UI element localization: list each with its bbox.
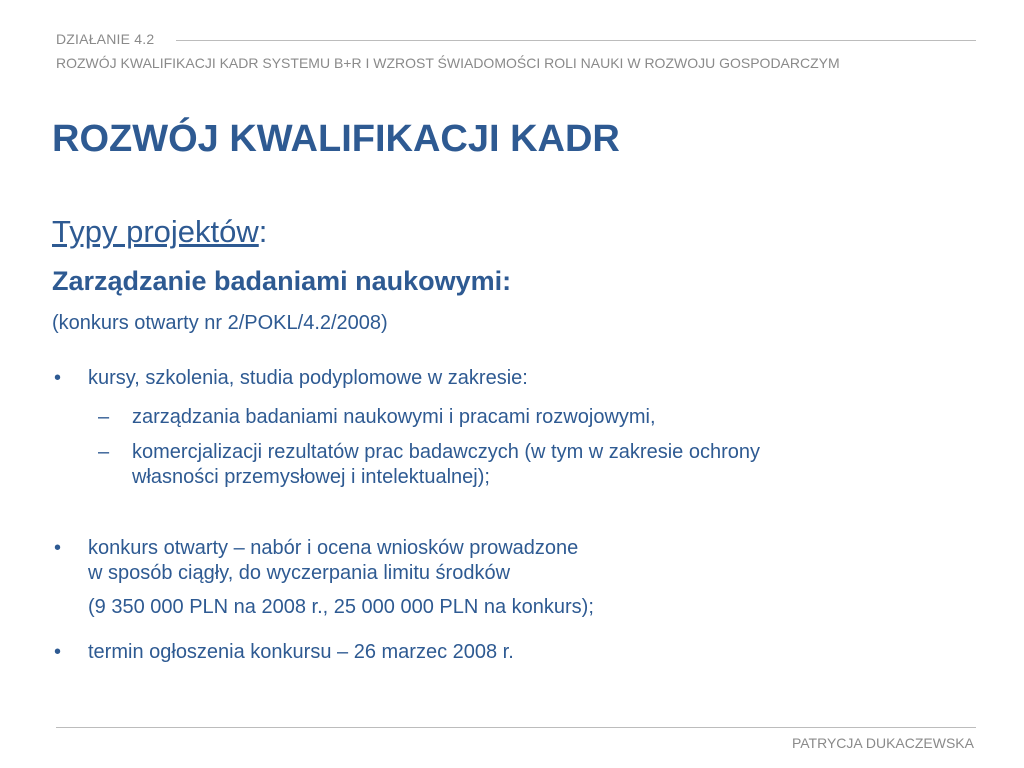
subitem-commercialization — [98, 440, 760, 490]
project-types-label: Typy projektów — [52, 214, 259, 249]
subitem-text-line-1: komercjalizacji rezultatów prac badawczych (w tym w zakresie ochrony — [132, 441, 760, 463]
project-types-colon: : — [258, 214, 268, 249]
subitem-research-management — [98, 405, 656, 430]
bullet-item-announcement-date — [54, 640, 514, 665]
bullet-item-open-competition — [54, 536, 594, 620]
research-management-heading: Zarządzanie badaniami naukowymi: — [52, 266, 512, 296]
header-subtitle: ROZWÓJ KWALIFIKACJI KADR SYSTEMU B+R I WZROST ŚWIADOMOŚCI ROLI NAUKI W ROZWOJU GOSPODARCZYM — [56, 55, 840, 71]
footer-rule — [56, 727, 976, 728]
slide-title: ROZWÓJ KWALIFIKACJI KADR — [52, 118, 620, 160]
footer-author: PATRYCJA DUKACZEWSKA — [791, 735, 974, 751]
bullet-text: kursy, szkolenia, studia podyplomowe w zakresie: — [88, 367, 528, 389]
header-label: DZIAŁANIE 4.2 — [56, 31, 155, 47]
bullet-text-line-3: (9 350 000 PLN na 2008 r., 25 000 000 PLN na konkurs); — [88, 596, 594, 618]
bullet-text-line-1: konkurs otwarty – nabór i ocena wniosków prowadzone — [88, 537, 579, 559]
subitem-text: zarządzania badaniami naukowymi i pracami rozwojowymi, — [132, 406, 656, 428]
competition-note: (konkurs otwarty nr 2/POKL/4.2/2008) — [52, 312, 388, 334]
dash-marker: – — [98, 441, 110, 463]
project-types-heading — [52, 214, 267, 250]
bullet-marker: • — [54, 537, 62, 559]
subitem-text-line-2: własności przemysłowej i intelektualnej); — [132, 466, 490, 488]
header-rule — [176, 40, 976, 41]
bullet-marker: • — [54, 641, 62, 663]
bullet-marker: • — [54, 367, 62, 389]
bullet-text-line-2: w sposób ciągły, do wyczerpania limitu środków — [88, 562, 511, 584]
dash-marker: – — [98, 406, 110, 428]
bullet-item-courses — [54, 366, 528, 391]
bullet-text: termin ogłoszenia konkursu – 26 marzec 2008 r. — [88, 641, 514, 663]
